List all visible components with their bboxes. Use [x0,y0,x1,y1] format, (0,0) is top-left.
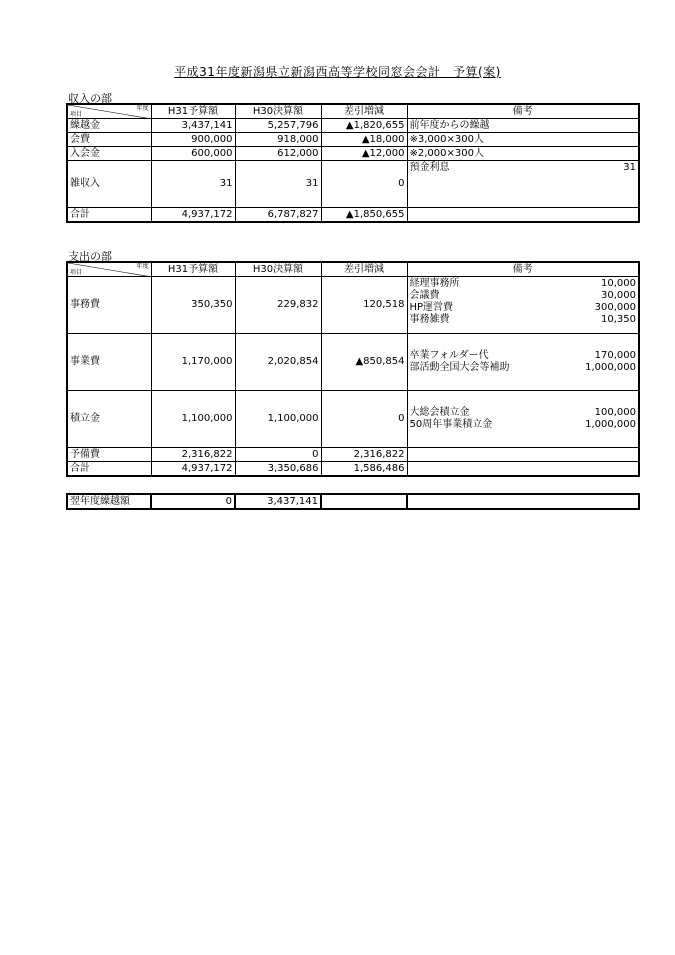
total-note [407,208,639,223]
row-h30: 31 [235,161,321,208]
row-h30: 2,020,854 [235,334,321,391]
row-diff: 2,316,822 [321,448,407,462]
row-diff: ▲18,000 [321,133,407,147]
col-header-diff: 差引増減 [321,104,407,119]
note-label: HP運営費 [409,302,454,313]
note-value: 10,350 [601,314,636,325]
total-item: 合計 [67,208,151,223]
row-note: ※2,000×300人 [407,147,639,161]
row-item: 雑収入 [67,161,151,208]
note-value: 1,000,000 [585,419,636,430]
income-table [66,103,640,223]
table-row [67,277,639,334]
total-h31: 4,937,172 [151,462,235,477]
carryover-h31: 0 [151,494,235,509]
total-row [67,462,639,477]
note-label: 事務雑費 [409,314,450,325]
header-tag-year: 年度 [136,263,149,270]
note-label: 会議費 [409,290,440,301]
note-label: 50周年事業積立金 [409,419,493,430]
row-h30: 918,000 [235,133,321,147]
row-diff: ▲12,000 [321,147,407,161]
row-h30: 612,000 [235,147,321,161]
income-section-label: 収入の部 [68,92,112,105]
col-header-diff: 差引増減 [321,262,407,277]
note-value: 30,000 [601,290,636,301]
row-note [407,448,639,462]
carryover-item: 翌年度繰越額 [67,494,151,509]
row-h31: 900,000 [151,133,235,147]
total-h31: 4,937,172 [151,208,235,223]
total-h30: 3,350,686 [235,462,321,477]
row-h30: 5,257,796 [235,119,321,133]
note-value: 100,000 [594,407,636,418]
col-header-h31: H31予算額 [151,262,235,277]
total-note [407,462,639,477]
note-value: 300,000 [594,302,636,313]
table-row [67,119,639,133]
col-header-note: 備考 [407,104,639,119]
document-title: 平成31年度新潟県立新潟西高等学校同窓会会計 予算(案) [174,65,501,79]
col-header-h30: H30決算額 [235,262,321,277]
total-diff: ▲1,850,655 [321,208,407,223]
row-item: 会費 [67,133,151,147]
table-row [67,334,639,391]
table-row [67,391,639,448]
row-h31: 1,170,000 [151,334,235,391]
total-row [67,208,639,223]
row-diff: ▲1,820,655 [321,119,407,133]
row-item: 繰越金 [67,119,151,133]
row-h30: 1,100,000 [235,391,321,448]
row-item: 入会金 [67,147,151,161]
row-h31: 3,437,141 [151,119,235,133]
note-value: 1,000,000 [585,362,636,373]
total-item: 合計 [67,462,151,477]
row-note [407,161,639,208]
carryover-h30: 3,437,141 [235,494,321,509]
row-diff: 120,518 [321,277,407,334]
row-note: ※3,000×300人 [407,133,639,147]
carryover-diff [321,494,407,509]
expense-section-label: 支出の部 [68,250,112,263]
note-label: 卒業フォルダー代 [409,350,489,361]
expense-header-row [67,262,639,277]
header-tag-item: 項目 [70,111,83,118]
header-tag-item: 項目 [70,269,83,276]
carryover-table [66,493,640,510]
note-label: 大総会積立金 [409,407,470,418]
header-diagonal-cell [67,104,151,119]
row-h30: 0 [235,448,321,462]
row-item: 事業費 [67,334,151,391]
table-row [67,448,639,462]
row-note [407,334,639,391]
total-h30: 6,787,827 [235,208,321,223]
table-row [67,147,639,161]
carryover-row [67,494,639,509]
note-value: 170,000 [594,350,636,361]
total-diff: 1,586,486 [321,462,407,477]
col-header-note: 備考 [407,262,639,277]
table-row [67,161,639,208]
row-h31: 31 [151,161,235,208]
note-value: 31 [623,162,636,173]
row-h31: 2,316,822 [151,448,235,462]
row-diff: 0 [321,161,407,208]
expense-table [66,261,640,477]
row-diff: ▲850,854 [321,334,407,391]
row-item: 事務費 [67,277,151,334]
header-tag-year: 年度 [136,105,149,112]
row-h31: 1,100,000 [151,391,235,448]
income-header-row [67,104,639,119]
row-h31: 600,000 [151,147,235,161]
note-label: 部活動全国大会等補助 [409,362,510,373]
header-diagonal-cell [67,262,151,277]
row-h31: 350,350 [151,277,235,334]
note-label: 経理事務所 [409,278,460,289]
row-diff: 0 [321,391,407,448]
row-note: 前年度からの繰越 [407,119,639,133]
col-header-h30: H30決算額 [235,104,321,119]
row-h30: 229,832 [235,277,321,334]
row-item: 予備費 [67,448,151,462]
row-note [407,277,639,334]
table-row [67,133,639,147]
row-note [407,391,639,448]
note-label: 預金利息 [409,162,450,173]
carryover-note [407,494,639,509]
col-header-h31: H31予算額 [151,104,235,119]
row-item: 積立金 [67,391,151,448]
note-value: 10,000 [601,278,636,289]
